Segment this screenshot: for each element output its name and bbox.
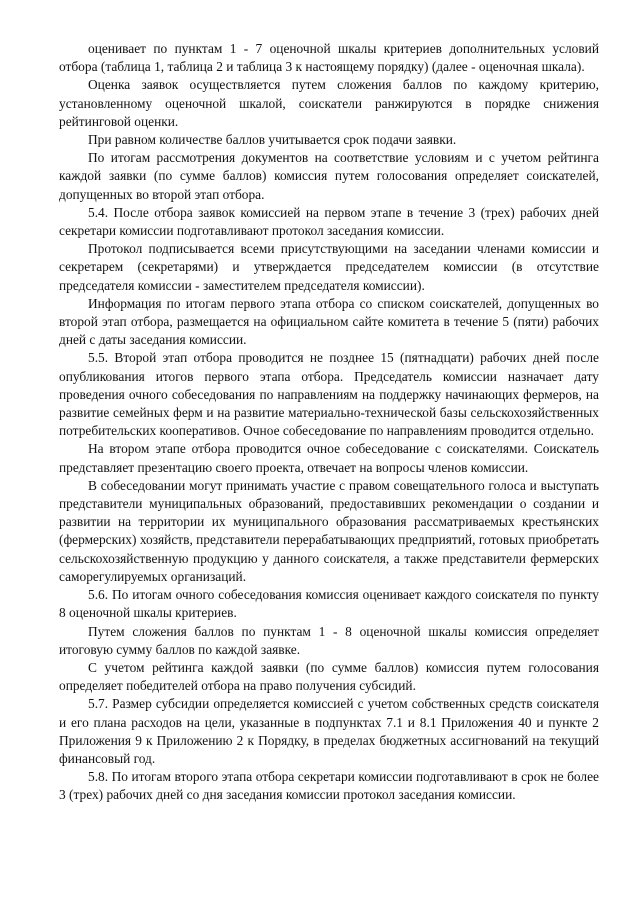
paragraph-first-stage-results: По итогам рассмотрения документов на соответствие условиям и с учетом рейтинга каждой заявки (по сумме баллов) комиссия путем голосования определяет соискателей, допущенных во второй этап отбора. bbox=[59, 150, 599, 202]
paragraph-5-7: 5.7. Размер субсидии определяется комиссией с учетом собственных средств соискателя и его плана расходов на цели, указанные в подпунктах 7.1 и 8.1 Приложения 40 и пункте 2 Приложения 9 к Приложению 2 к Порядку, в пределах бюджетных ассигнований на текущий финансовый год. bbox=[59, 696, 599, 766]
paragraph-continuation: оценивает по пунктам 1 - 7 оценочной шкалы критериев дополнительных условий отбора (таблица 1, таблица 2 и таблица 3 к настоящему порядку) (далее - оценочная шкала). bbox=[59, 41, 599, 75]
paragraph-5-5: 5.5. Второй этап отбора проводится не позднее 15 (пятнадцати) рабочих дней после опубликования итогов первого этапа отбора. Председатель комиссии назначает дату проведения очного собеседования по направлениям на поддержку начинающих фермеров, на развитие семейных ферм и на развитие материально-технической базы сельскохозяйственных потребительских кооперативов. Очное собеседование по направлениям проводится отдельно. bbox=[59, 350, 599, 439]
paragraph-5-8: 5.8. По итогам второго этапа отбора секретари комиссии подготавливают в срок не более 3 (трех) рабочих дней со дня заседания комиссии протокол заседания комиссии. bbox=[59, 769, 599, 803]
paragraph-interview-participants: В собеседовании могут принимать участие с правом совещательного голоса и выступать представители муниципальных образований, предоставивших рекомендации о создании и развитии на территории их муниципального образования рассматриваемых крестьянских (фермерских) хозяйств, представители перерабатывающих предприятий, готовых приобретать сельскохозяйственную продукцию у данного соискателя, а также представители фермерских саморегулируемых организаций. bbox=[59, 477, 599, 584]
paragraph-second-stage: На втором этапе отбора проводится очное собеседование с соискателями. Соискатель представляет презентацию своего проекта, отвечает на вопросы членов комиссии. bbox=[59, 441, 599, 475]
paragraph-5-6: 5.6. По итогам очного собеседования комиссия оценивает каждого соискателя по пункту 8 оценочной шкалы критериев. bbox=[59, 587, 599, 621]
paragraph-protocol: Протокол подписывается всеми присутствующими на заседании членами комиссии и секретарем (секретарями) и утверждается председателем комиссии (в отсутствие председателя комиссии - заместителем председателя комиссии). bbox=[59, 241, 599, 293]
paragraph-information: Информация по итогам первого этапа отбора со списком соискателей, допущенных во второй этап отбора, размещается на официальном сайте комитета в течение 5 (пяти) рабочих дней с даты заседания комиссии. bbox=[59, 295, 599, 348]
paragraph-evaluation: Оценка заявок осуществляется путем сложения баллов по каждому критерию, установленному оценочной шкалой, соискатели ранжируются в порядке снижения рейтинговой оценки. bbox=[59, 77, 599, 129]
paragraph-5-4: 5.4. После отбора заявок комиссией на первом этапе в течение 3 (трех) рабочих дней секретари комиссии подготавливают протокол заседания комиссии. bbox=[59, 204, 599, 239]
paragraph-equal-score: При равном количестве баллов учитывается срок подачи заявки. bbox=[88, 132, 457, 148]
paragraph-winners: С учетом рейтинга каждой заявки (по сумме баллов) комиссия путем голосования определяет победителей отбора на право получения субсидий. bbox=[59, 659, 599, 694]
paragraph-total-score: Путем сложения баллов по пунктам 1 - 8 оценочной шкалы комиссия определяет итоговую сумму баллов по каждой заявке. bbox=[59, 623, 599, 657]
